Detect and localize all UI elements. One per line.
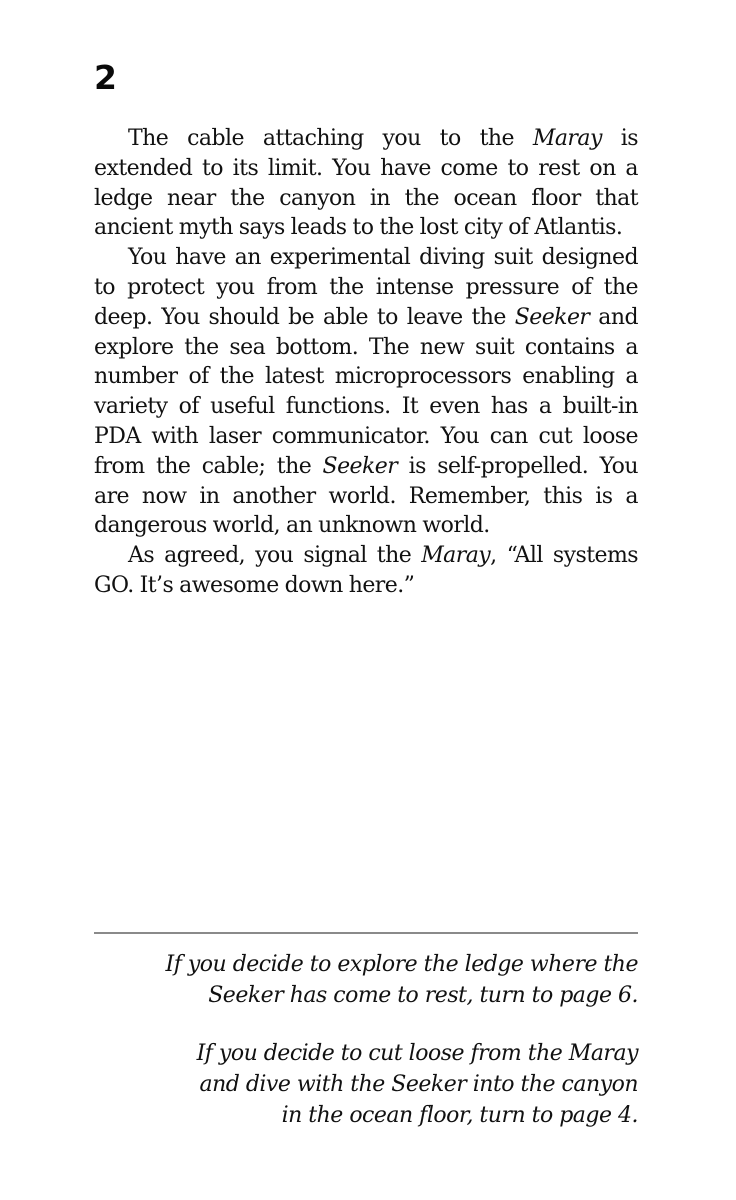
choice-divider — [94, 932, 638, 934]
ship-name-maray: Maray — [532, 126, 602, 151]
choice-dive-canyon[interactable] — [197, 1038, 638, 1131]
paragraph — [94, 243, 638, 541]
text-run: The cable attaching you to the — [128, 126, 533, 151]
choice-line: and dive with the Seeker into the canyon — [199, 1072, 638, 1097]
text-run: is extended to its limit. You have come to rest on a ledge near the canyon in the ocean floor that ancient myth says leads to the lost city of Atlantis. — [94, 126, 639, 241]
text-run: and explore the sea bottom. The new suit contains a number of the latest microprocessors enabling a variety of useful functions. It even has a built-in PDA with laser communicator. You can cut loose from the cable; the — [94, 304, 638, 479]
story-text — [94, 124, 638, 601]
choice-explore-ledge[interactable] — [166, 949, 638, 1011]
ship-name-maray: Maray — [421, 543, 491, 569]
choice-line: in the ocean floor, turn to page 4. — [281, 1103, 638, 1128]
choice-line: Seeker has come to rest, turn to page 6. — [208, 983, 638, 1008]
vessel-name-seeker: Seeker — [322, 453, 398, 479]
vessel-name-seeker: Seeker — [514, 304, 590, 330]
choice-line: If you decide to explore the ledge where the — [165, 952, 638, 977]
text-run: , “All systems GO. It’s awesome down here.” — [94, 543, 639, 598]
paragraph — [94, 124, 638, 243]
text-run: You have an experimental diving suit designed to protect you from the intense pressure of the deep. You should be able to leave the — [94, 245, 638, 330]
text-run: As agreed, you signal the — [128, 543, 422, 569]
text-run: is self-propelled. You are now in another world. Remember, this is a dangerous world, an unknown world. — [94, 453, 638, 539]
choice-line: If you decide to cut loose from the Maray — [196, 1041, 638, 1066]
page-number: 2 — [94, 58, 117, 97]
paragraph — [94, 541, 638, 601]
